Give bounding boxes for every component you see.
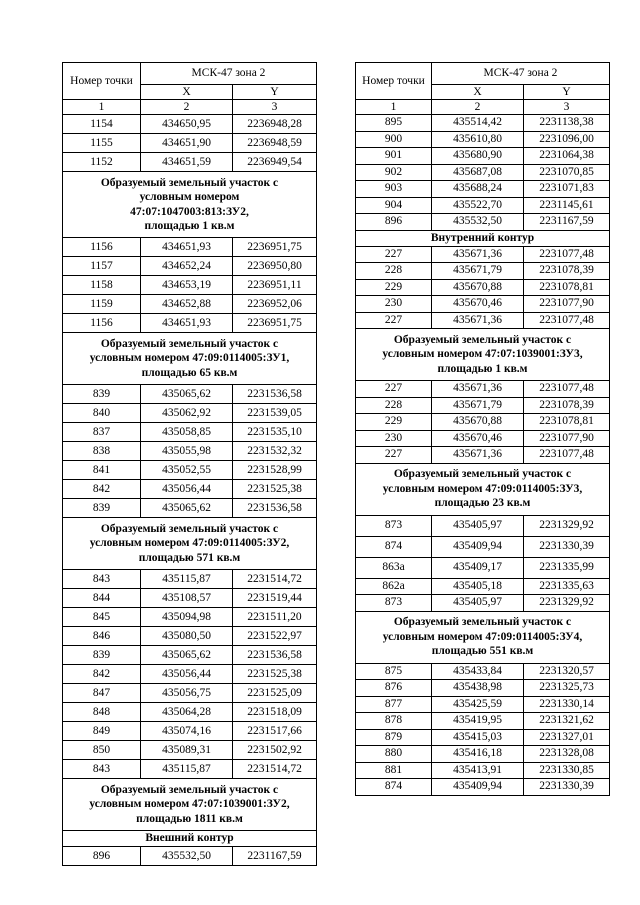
- y-coordinate-cell: 2231511,20: [233, 608, 317, 627]
- x-coordinate-cell: 435055,98: [141, 442, 233, 461]
- y-coordinate-cell: 2231325,73: [524, 680, 610, 697]
- x-coordinate-cell: 434651,90: [141, 134, 233, 153]
- y-coordinate-cell: 2231064,38: [524, 148, 610, 165]
- point-number-cell: 903: [356, 181, 432, 198]
- x-coordinate-cell: 435680,90: [432, 148, 524, 165]
- section-heading-row: [356, 329, 610, 381]
- table-row: [63, 722, 317, 741]
- y-coordinate-cell: 2231330,39: [524, 779, 610, 796]
- point-number-cell: 1156: [63, 314, 141, 333]
- x-coordinate-cell: 434651,93: [141, 314, 233, 333]
- x-coordinate-cell: 435056,75: [141, 684, 233, 703]
- point-number-cell: 228: [356, 263, 432, 280]
- y-coordinate-cell: 2231536,58: [233, 385, 317, 404]
- point-number-cell: 1156: [63, 238, 141, 257]
- x-coordinate-cell: 435671,36: [432, 447, 524, 464]
- point-number-cell: 843: [63, 570, 141, 589]
- section-heading-line: Внешний контур: [145, 832, 234, 845]
- x-coordinate-cell: 435065,62: [141, 646, 233, 665]
- point-number-cell: 879: [356, 729, 432, 746]
- table-row: [63, 295, 317, 314]
- x-coordinate-cell: 435438,98: [432, 680, 524, 697]
- table-row: [356, 713, 610, 730]
- table-row: [356, 746, 610, 763]
- section-heading-line: площадью 23 кв.м: [434, 497, 531, 510]
- section-heading-row: [356, 611, 610, 663]
- point-number-cell: 877: [356, 696, 432, 713]
- header-x: X: [141, 85, 233, 100]
- y-coordinate-cell: 2231077,48: [524, 381, 610, 398]
- table-row: [356, 181, 610, 198]
- point-number-cell: 1154: [63, 115, 141, 134]
- section-heading-line: Образуемый земельный участок с: [393, 333, 572, 346]
- point-number-cell: 839: [63, 385, 141, 404]
- table-row: [63, 646, 317, 665]
- point-number-cell: 904: [356, 197, 432, 214]
- header-point-number: Номер точки: [356, 63, 432, 100]
- header-coordinate-system: МСК-47 зона 2: [432, 63, 610, 85]
- table-row: [63, 627, 317, 646]
- table-row: [63, 238, 317, 257]
- table-row: [63, 461, 317, 480]
- point-number-cell: 227: [356, 447, 432, 464]
- table-row: [356, 381, 610, 398]
- x-coordinate-cell: 435522,70: [432, 197, 524, 214]
- y-coordinate-cell: 2231502,92: [233, 741, 317, 760]
- y-coordinate-cell: 2231539,05: [233, 404, 317, 423]
- point-number-cell: 902: [356, 164, 432, 181]
- y-coordinate-cell: 2236951,75: [233, 314, 317, 333]
- x-coordinate-cell: 435670,46: [432, 430, 524, 447]
- point-number-cell: 874: [356, 779, 432, 796]
- section-heading-line: условным номером 47:09:0114005:ЗУ4,: [382, 630, 583, 643]
- table-row: [356, 131, 610, 148]
- table-row: [63, 847, 317, 866]
- table-row: [356, 312, 610, 329]
- x-coordinate-cell: 435671,36: [432, 246, 524, 263]
- table-row: [356, 595, 610, 612]
- section-heading-line: площадью 65 кв.м: [141, 366, 238, 379]
- section-heading: [63, 518, 317, 570]
- header-col-index-2: 2: [141, 100, 233, 115]
- point-number-cell: 841: [63, 461, 141, 480]
- x-coordinate-cell: 435080,50: [141, 627, 233, 646]
- x-coordinate-cell: 435052,55: [141, 461, 233, 480]
- point-number-cell: 863а: [356, 557, 432, 578]
- y-coordinate-cell: 2231078,81: [524, 279, 610, 296]
- section-heading-line: условным номером 47:09:0114005:ЗУ1,: [89, 352, 290, 365]
- x-coordinate-cell: 434652,24: [141, 257, 233, 276]
- table-row: [356, 779, 610, 796]
- x-coordinate-cell: 435405,97: [432, 595, 524, 612]
- y-coordinate-cell: 2231522,97: [233, 627, 317, 646]
- y-coordinate-cell: 2231525,38: [233, 665, 317, 684]
- left-coordinates-table: [62, 62, 317, 866]
- y-coordinate-cell: 2231535,10: [233, 423, 317, 442]
- x-coordinate-cell: 435089,31: [141, 741, 233, 760]
- y-coordinate-cell: 2231078,39: [524, 397, 610, 414]
- section-heading-row: [356, 230, 610, 246]
- y-coordinate-cell: 2231330,85: [524, 762, 610, 779]
- table-row: [356, 246, 610, 263]
- point-number-cell: 227: [356, 246, 432, 263]
- y-coordinate-cell: 2231167,59: [233, 847, 317, 866]
- point-number-cell: 228: [356, 397, 432, 414]
- table-row: [356, 762, 610, 779]
- x-coordinate-cell: 435108,57: [141, 589, 233, 608]
- table-row: [356, 214, 610, 231]
- table-row: [356, 447, 610, 464]
- point-number-cell: 847: [63, 684, 141, 703]
- point-number-cell: 843: [63, 760, 141, 779]
- section-heading: [356, 463, 610, 515]
- section-heading-line: условным номером: [139, 191, 240, 203]
- section-heading-line: условным номером 47:07:1039001:ЗУ3,: [382, 348, 583, 361]
- x-coordinate-cell: 435405,97: [432, 515, 524, 536]
- x-coordinate-cell: 435671,79: [432, 263, 524, 280]
- y-coordinate-cell: 2231330,39: [524, 536, 610, 557]
- point-number-cell: 839: [63, 646, 141, 665]
- y-coordinate-cell: 2231517,66: [233, 722, 317, 741]
- point-number-cell: 230: [356, 430, 432, 447]
- table-row: [63, 423, 317, 442]
- table-row: [356, 279, 610, 296]
- x-coordinate-cell: 435425,59: [432, 696, 524, 713]
- table-row: [63, 385, 317, 404]
- y-coordinate-cell: 2231321,62: [524, 713, 610, 730]
- x-coordinate-cell: 435671,36: [432, 381, 524, 398]
- x-coordinate-cell: 435416,18: [432, 746, 524, 763]
- table-row: [63, 589, 317, 608]
- table-row: [63, 442, 317, 461]
- x-coordinate-cell: 435065,62: [141, 499, 233, 518]
- table-row: [63, 153, 317, 172]
- y-coordinate-cell: 2236948,59: [233, 134, 317, 153]
- table-row: [356, 148, 610, 165]
- section-heading-line: Образуемый земельный участок с: [100, 522, 279, 535]
- section-heading-line: Образуемый земельный участок с: [393, 616, 572, 629]
- point-number-cell: 895: [356, 115, 432, 132]
- point-number-cell: 229: [356, 414, 432, 431]
- point-number-cell: 837: [63, 423, 141, 442]
- point-number-cell: 862а: [356, 578, 432, 595]
- point-number-cell: 1157: [63, 257, 141, 276]
- point-number-cell: 229: [356, 279, 432, 296]
- table-row: [63, 665, 317, 684]
- section-heading-row: [63, 779, 317, 831]
- section-heading-line: Внутренний контур: [430, 231, 535, 244]
- y-coordinate-cell: 2231335,63: [524, 578, 610, 595]
- x-coordinate-cell: 435115,87: [141, 570, 233, 589]
- section-heading-line: 47:07:1047003:813:ЗУ2,: [130, 205, 249, 218]
- right-table-body: [356, 63, 610, 796]
- table-row: [63, 480, 317, 499]
- x-coordinate-cell: 435610,80: [432, 131, 524, 148]
- y-coordinate-cell: 2236951,75: [233, 238, 317, 257]
- section-heading-line: условным номером 47:09:0114005:ЗУ3,: [382, 482, 583, 495]
- point-number-cell: 875: [356, 663, 432, 680]
- point-number-cell: 846: [63, 627, 141, 646]
- point-number-cell: 227: [356, 312, 432, 329]
- x-coordinate-cell: 435409,94: [432, 779, 524, 796]
- table-row: [63, 115, 317, 134]
- table-row: [63, 134, 317, 153]
- x-coordinate-cell: 435413,91: [432, 762, 524, 779]
- x-coordinate-cell: 435419,95: [432, 713, 524, 730]
- x-coordinate-cell: 435671,79: [432, 397, 524, 414]
- x-coordinate-cell: 435065,62: [141, 385, 233, 404]
- point-number-cell: 839: [63, 499, 141, 518]
- table-row: [63, 276, 317, 295]
- y-coordinate-cell: 2231328,08: [524, 746, 610, 763]
- point-number-cell: 873: [356, 515, 432, 536]
- x-coordinate-cell: 435532,50: [432, 214, 524, 231]
- point-number-cell: 896: [63, 847, 141, 866]
- header-x: X: [432, 85, 524, 100]
- section-heading-row: [63, 172, 317, 238]
- point-number-cell: 840: [63, 404, 141, 423]
- table-row: [356, 696, 610, 713]
- y-coordinate-cell: 2231138,38: [524, 115, 610, 132]
- table-row: [356, 578, 610, 595]
- section-heading-row: [63, 333, 317, 385]
- y-coordinate-cell: 2231077,90: [524, 430, 610, 447]
- table-row: [63, 257, 317, 276]
- point-number-cell: 1155: [63, 134, 141, 153]
- header-col-index-3: 3: [524, 100, 610, 115]
- x-coordinate-cell: 435074,16: [141, 722, 233, 741]
- section-heading-line: площадью 1 кв.м: [437, 362, 528, 375]
- y-coordinate-cell: 2231078,81: [524, 414, 610, 431]
- header-col-index-3: 3: [233, 100, 317, 115]
- table-row: [356, 414, 610, 431]
- table-row: [63, 760, 317, 779]
- x-coordinate-cell: 435115,87: [141, 760, 233, 779]
- table-row: [356, 115, 610, 132]
- table-row: [63, 499, 317, 518]
- table-row: [356, 263, 610, 280]
- y-coordinate-cell: 2231329,92: [524, 515, 610, 536]
- y-coordinate-cell: 2236949,54: [233, 153, 317, 172]
- section-heading-line: Образуемый земельный участок с: [100, 176, 279, 189]
- section-heading: [356, 230, 610, 246]
- header-y: Y: [233, 85, 317, 100]
- point-number-cell: 1152: [63, 153, 141, 172]
- point-number-cell: 880: [356, 746, 432, 763]
- x-coordinate-cell: 435670,88: [432, 414, 524, 431]
- y-coordinate-cell: 2231536,58: [233, 499, 317, 518]
- y-coordinate-cell: 2231077,48: [524, 312, 610, 329]
- section-heading-line: Образуемый земельный участок с: [100, 337, 279, 350]
- point-number-cell: 900: [356, 131, 432, 148]
- table-row: [356, 557, 610, 578]
- point-number-cell: 844: [63, 589, 141, 608]
- x-coordinate-cell: 435058,85: [141, 423, 233, 442]
- x-coordinate-cell: 435671,36: [432, 312, 524, 329]
- point-number-cell: 842: [63, 665, 141, 684]
- y-coordinate-cell: 2231518,09: [233, 703, 317, 722]
- point-number-cell: 230: [356, 296, 432, 313]
- point-number-cell: 881: [356, 762, 432, 779]
- header-col-index-1: 1: [63, 100, 141, 115]
- point-number-cell: 876: [356, 680, 432, 697]
- table-row: [63, 608, 317, 627]
- point-number-cell: 850: [63, 741, 141, 760]
- x-coordinate-cell: 435409,94: [432, 536, 524, 557]
- section-heading: [356, 611, 610, 663]
- y-coordinate-cell: 2231167,59: [524, 214, 610, 231]
- header-col-index-1: 1: [356, 100, 432, 115]
- table-row: [63, 703, 317, 722]
- point-number-cell: 896: [356, 214, 432, 231]
- x-coordinate-cell: 435688,24: [432, 181, 524, 198]
- x-coordinate-cell: 434650,95: [141, 115, 233, 134]
- point-number-cell: 849: [63, 722, 141, 741]
- y-coordinate-cell: 2236951,11: [233, 276, 317, 295]
- table-row: [356, 729, 610, 746]
- y-coordinate-cell: 2231071,83: [524, 181, 610, 198]
- x-coordinate-cell: 435687,08: [432, 164, 524, 181]
- point-number-cell: 848: [63, 703, 141, 722]
- y-coordinate-cell: 2231078,39: [524, 263, 610, 280]
- table-row: [356, 164, 610, 181]
- y-coordinate-cell: 2231525,09: [233, 684, 317, 703]
- x-coordinate-cell: 435409,17: [432, 557, 524, 578]
- y-coordinate-cell: 2231070,85: [524, 164, 610, 181]
- y-coordinate-cell: 2231077,90: [524, 296, 610, 313]
- x-coordinate-cell: 435415,03: [432, 729, 524, 746]
- y-coordinate-cell: 2231330,14: [524, 696, 610, 713]
- table-row: [356, 296, 610, 313]
- section-heading-line: Образуемый земельный участок с: [100, 783, 279, 796]
- y-coordinate-cell: 2231327,01: [524, 729, 610, 746]
- x-coordinate-cell: 435094,98: [141, 608, 233, 627]
- x-coordinate-cell: 435056,44: [141, 665, 233, 684]
- table-row: [356, 397, 610, 414]
- section-heading-line: площадью 551 кв.м: [431, 645, 534, 658]
- section-heading: [63, 333, 317, 385]
- table-row: [356, 663, 610, 680]
- x-coordinate-cell: 435056,44: [141, 480, 233, 499]
- section-heading-row: [63, 518, 317, 570]
- section-heading-row: [63, 831, 317, 847]
- x-coordinate-cell: 435405,18: [432, 578, 524, 595]
- y-coordinate-cell: 2231532,32: [233, 442, 317, 461]
- section-heading-line: условным номером 47:09:0114005:ЗУ2,: [89, 537, 290, 550]
- y-coordinate-cell: 2231519,44: [233, 589, 317, 608]
- y-coordinate-cell: 2231528,99: [233, 461, 317, 480]
- x-coordinate-cell: 435670,46: [432, 296, 524, 313]
- header-coordinate-system: МСК-47 зона 2: [141, 63, 317, 85]
- y-coordinate-cell: 2231329,92: [524, 595, 610, 612]
- section-heading-line: Образуемый земельный участок с: [393, 468, 572, 481]
- table-row: [63, 684, 317, 703]
- table-row: [356, 197, 610, 214]
- table-row: [356, 430, 610, 447]
- right-coordinates-table: [355, 62, 610, 796]
- y-coordinate-cell: 2231077,48: [524, 447, 610, 464]
- y-coordinate-cell: 2231320,57: [524, 663, 610, 680]
- y-coordinate-cell: 2231145,61: [524, 197, 610, 214]
- table-row: [356, 536, 610, 557]
- y-coordinate-cell: 2231096,00: [524, 131, 610, 148]
- table-row: [356, 680, 610, 697]
- section-heading-line: условным номером 47:07:1039001:ЗУ2,: [89, 798, 290, 811]
- point-number-cell: 878: [356, 713, 432, 730]
- y-coordinate-cell: 2231335,99: [524, 557, 610, 578]
- x-coordinate-cell: 435064,28: [141, 703, 233, 722]
- table-row: [63, 741, 317, 760]
- point-number-cell: 1158: [63, 276, 141, 295]
- y-coordinate-cell: 2231514,72: [233, 570, 317, 589]
- x-coordinate-cell: 435062,92: [141, 404, 233, 423]
- point-number-cell: 874: [356, 536, 432, 557]
- y-coordinate-cell: 2231536,58: [233, 646, 317, 665]
- point-number-cell: 901: [356, 148, 432, 165]
- point-number-cell: 845: [63, 608, 141, 627]
- left-table-body: [63, 63, 317, 866]
- header-y: Y: [524, 85, 610, 100]
- header-point-number: Номер точки: [63, 63, 141, 100]
- y-coordinate-cell: 2231077,48: [524, 246, 610, 263]
- section-heading-line: площадью 1 кв.м: [144, 220, 235, 232]
- y-coordinate-cell: 2231525,38: [233, 480, 317, 499]
- x-coordinate-cell: 434652,88: [141, 295, 233, 314]
- table-row: [356, 515, 610, 536]
- x-coordinate-cell: 435670,88: [432, 279, 524, 296]
- point-number-cell: 873: [356, 595, 432, 612]
- x-coordinate-cell: 435433,84: [432, 663, 524, 680]
- section-heading-line: площадью 1811 кв.м: [136, 812, 243, 825]
- point-number-cell: 1159: [63, 295, 141, 314]
- x-coordinate-cell: 434651,59: [141, 153, 233, 172]
- y-coordinate-cell: 2231514,72: [233, 760, 317, 779]
- table-row: [63, 404, 317, 423]
- table-row: [63, 314, 317, 333]
- point-number-cell: 838: [63, 442, 141, 461]
- point-number-cell: 227: [356, 381, 432, 398]
- x-coordinate-cell: 435514,42: [432, 115, 524, 132]
- section-heading: [63, 172, 317, 238]
- x-coordinate-cell: 434651,93: [141, 238, 233, 257]
- section-heading-line: площадью 571 кв.м: [138, 551, 241, 564]
- section-heading: [63, 831, 317, 847]
- header-col-index-2: 2: [432, 100, 524, 115]
- section-heading: [63, 779, 317, 831]
- table-row: [63, 570, 317, 589]
- y-coordinate-cell: 2236950,80: [233, 257, 317, 276]
- x-coordinate-cell: 434653,19: [141, 276, 233, 295]
- x-coordinate-cell: 435532,50: [141, 847, 233, 866]
- point-number-cell: 842: [63, 480, 141, 499]
- section-heading: [356, 329, 610, 381]
- y-coordinate-cell: 2236952,06: [233, 295, 317, 314]
- section-heading-row: [356, 463, 610, 515]
- y-coordinate-cell: 2236948,28: [233, 115, 317, 134]
